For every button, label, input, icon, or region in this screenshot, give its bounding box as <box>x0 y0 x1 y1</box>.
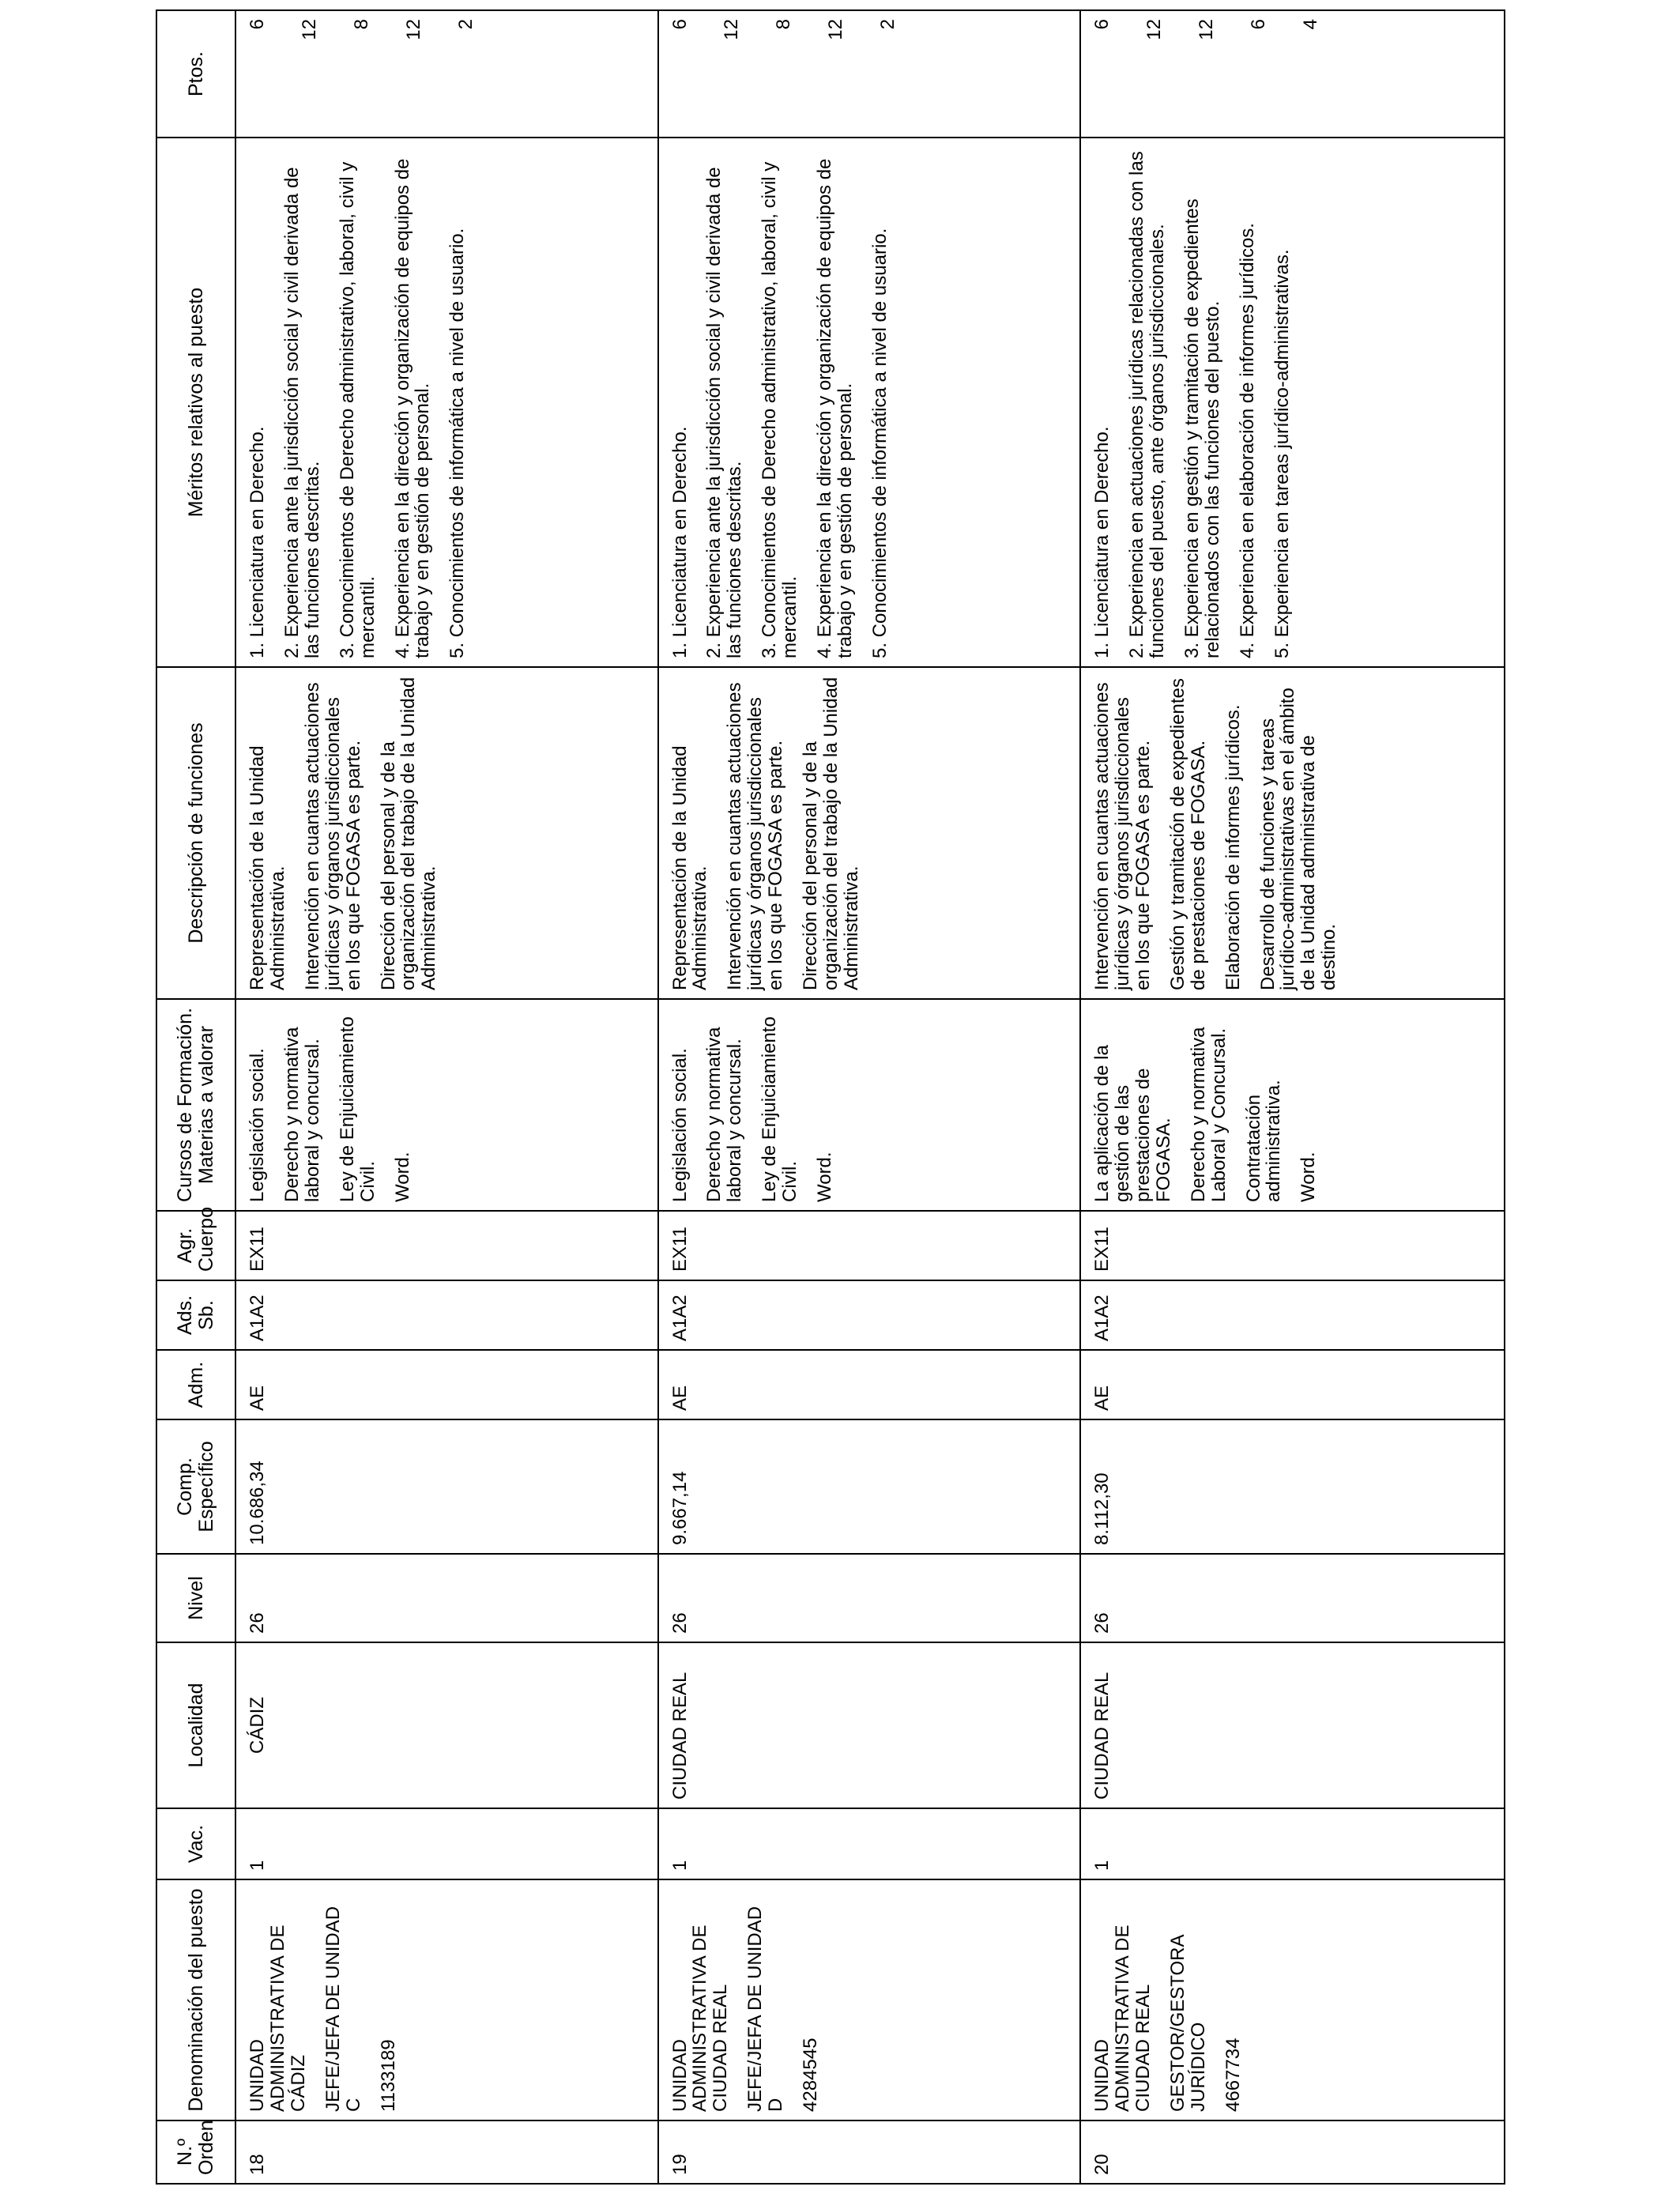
comp-cell: 9.667,14 <box>658 1419 1081 1554</box>
merito-item: 2. Experiencia ante la jurisdicción social y civil derivada de las funciones descritas. <box>281 167 323 658</box>
table-row <box>1080 10 1505 2184</box>
funciones-cell <box>658 667 1081 999</box>
denominacion-line: GESTOR/GESTORA JURÍDICO <box>1166 1935 1209 2112</box>
denominacion-line: UNIDAD ADMINISTRATIVA DE CÁDIZ <box>247 1924 309 2112</box>
pto-value: 2 <box>877 19 899 30</box>
funcion-item: Gestión y tramitación de expedientes de prestaciones de FOGASA. <box>1166 678 1209 990</box>
meritos-cell <box>658 138 1081 667</box>
cursos-cell <box>658 999 1081 1211</box>
pto-value: 12 <box>1195 19 1217 40</box>
rotated-table-container <box>156 11 1505 2185</box>
nivel-cell: 26 <box>658 1554 1081 1642</box>
funcion-item: Intervención en cuantas actuaciones jurídicas y órganos jurisdiccionales en los que FOGASA es parte. <box>301 682 364 990</box>
merito-item: 1. Licenciatura en Derecho. <box>1091 426 1113 658</box>
header-agr: Agr. Cuerpo <box>156 1211 235 1280</box>
denominacion-cell <box>658 1879 1081 2120</box>
pto-value: 6 <box>247 19 268 30</box>
pto-value: 6 <box>669 19 691 30</box>
table-row <box>235 10 658 2184</box>
comp-cell: 8.112,30 <box>1080 1419 1505 1554</box>
header-orden: N.º Orden <box>156 2120 235 2184</box>
header-ads: Ads. Sb. <box>156 1280 235 1350</box>
pto-value: 6 <box>1091 19 1113 30</box>
cursos-cell <box>235 999 658 1211</box>
agr-cell: EX11 <box>235 1211 658 1280</box>
denominacion-line: 4284545 <box>800 2038 822 2112</box>
pto-value: 12 <box>721 19 743 40</box>
merito-item: 4. Experiencia en elaboración de informes jurídicos. <box>1236 223 1258 658</box>
ptos-cell <box>235 10 658 138</box>
merito-item: 5. Experiencia en tareas jurídico-administrativas. <box>1271 249 1293 658</box>
orden-cell: 19 <box>658 2120 1081 2184</box>
pto-value: 12 <box>402 19 424 40</box>
merito-item: 1. Licenciatura en Derecho. <box>669 426 691 658</box>
funciones-cell <box>1080 667 1505 999</box>
localidad-cell: CIUDAD REAL <box>658 1642 1081 1808</box>
funcion-item: Dirección del personal y de la organización del trabajo de la Unidad Administrativa. <box>800 677 862 990</box>
agr-cell: EX11 <box>658 1211 1081 1280</box>
adm-cell: AE <box>658 1350 1081 1419</box>
funcion-item: Elaboración de informes jurídicos. <box>1222 704 1244 990</box>
denominacion-line: JEFE/JEFA DE UNIDAD D <box>744 1906 787 2112</box>
curso-item: Ley de Enjuiciamiento Civil. <box>336 1016 379 1202</box>
header-vac: Vac. <box>156 1808 235 1879</box>
pto-value: 8 <box>350 19 372 30</box>
curso-item: Legislación social. <box>669 1048 691 1202</box>
denominacion-cell <box>1080 1879 1505 2120</box>
nivel-cell: 26 <box>235 1554 658 1642</box>
pto-value: 12 <box>1143 19 1166 40</box>
denominacion-line: UNIDAD ADMINISTRATIVA DE CIUDAD REAL <box>669 1924 732 2112</box>
vac-cell: 1 <box>235 1808 658 1879</box>
denominacion-line: JEFE/JEFA DE UNIDAD C <box>322 1906 364 2112</box>
meritos-cell <box>235 138 658 667</box>
ptos-cell <box>658 10 1081 138</box>
localidad-cell: CÁDIZ <box>235 1642 658 1808</box>
header-meritos: Méritos relativos al puesto <box>156 138 235 667</box>
curso-item: Word. <box>814 1152 836 1202</box>
vac-cell: 1 <box>1080 1808 1505 1879</box>
pto-value: 4 <box>1299 19 1321 30</box>
pto-value: 6 <box>1247 19 1269 30</box>
merito-item: 3. Experiencia en gestión y tramitación de expedientes relacionados con las funciones del puesto. <box>1181 198 1223 658</box>
header-row <box>156 10 235 2184</box>
meritos-cell <box>1080 138 1505 667</box>
pto-value: 2 <box>454 19 477 30</box>
curso-item: Contratación administrativa. <box>1242 1080 1285 1202</box>
merito-item: 4. Experiencia en la dirección y organización de equipos de trabajo y en gestión de personal. <box>814 158 856 658</box>
header-cursos: Cursos de Formación. Materias a valorar <box>156 999 235 1211</box>
adm-cell: AE <box>1080 1350 1505 1419</box>
merito-item: 2. Experiencia en actuaciones jurídicas relacionadas con las funciones del puesto, ante órganos jurisdiccionales. <box>1126 151 1168 658</box>
header-denominacion: Denominación del puesto <box>156 1879 235 2120</box>
funciones-cell <box>235 667 658 999</box>
header-comp: Comp. Específico <box>156 1419 235 1554</box>
curso-item: Word. <box>391 1152 413 1202</box>
curso-item: La aplicación de la gestión de las prestaciones de FOGASA. <box>1091 1045 1174 1202</box>
header-localidad: Localidad <box>156 1642 235 1808</box>
pto-value: 8 <box>773 19 795 30</box>
funcion-item: Representación de la Unidad Administrativa. <box>669 745 711 990</box>
merito-item: 3. Conocimientos de Derecho administrativo, laboral, civil y mercantil. <box>336 161 379 658</box>
merito-item: 2. Experiencia ante la jurisdicción social y civil derivada de las funciones descritas. <box>703 167 746 658</box>
adm-cell: AE <box>235 1350 658 1419</box>
vac-cell: 1 <box>658 1808 1081 1879</box>
merito-item: 5. Conocimientos de informática a nivel de usuario. <box>446 228 469 658</box>
cursos-cell <box>1080 999 1505 1211</box>
orden-cell: 18 <box>235 2120 658 2184</box>
header-funciones: Descripción de funciones <box>156 667 235 999</box>
curso-item: Word. <box>1298 1152 1320 1202</box>
denominacion-line: UNIDAD ADMINISTRATIVA DE CIUDAD REAL <box>1091 1924 1154 2112</box>
header-ptos: Ptos. <box>156 10 235 138</box>
curso-item: Derecho y normativa Laboral y Concursal. <box>1187 1027 1230 1202</box>
header-nivel: Nivel <box>156 1554 235 1642</box>
ads-cell: A1A2 <box>658 1280 1081 1350</box>
funcion-item: Intervención en cuantas actuaciones jurídicas y órganos jurisdiccionales en los que FOGASA es parte. <box>724 682 787 990</box>
table-body <box>235 10 1505 2184</box>
merito-item: 3. Conocimientos de Derecho administrativo, laboral, civil y mercantil. <box>759 161 801 658</box>
funcion-item: Dirección del personal y de la organización del trabajo de la Unidad Administrativa. <box>377 677 440 990</box>
ads-cell: A1A2 <box>235 1280 658 1350</box>
ads-cell: A1A2 <box>1080 1280 1505 1350</box>
puestos-table <box>156 9 1505 2185</box>
ptos-cell <box>1080 10 1505 138</box>
merito-item: 1. Licenciatura en Derecho. <box>247 426 268 658</box>
denominacion-line: 1133189 <box>377 2039 399 2112</box>
curso-item: Legislación social. <box>247 1048 268 1202</box>
localidad-cell: CIUDAD REAL <box>1080 1642 1505 1808</box>
pto-value: 12 <box>825 19 847 40</box>
curso-item: Ley de Enjuiciamiento Civil. <box>759 1016 801 1202</box>
agr-cell: EX11 <box>1080 1211 1505 1280</box>
nivel-cell: 26 <box>1080 1554 1505 1642</box>
header-adm: Adm. <box>156 1350 235 1419</box>
merito-item: 5. Conocimientos de informática a nivel de usuario. <box>868 228 891 658</box>
denominacion-cell <box>235 1879 658 2120</box>
merito-item: 4. Experiencia en la dirección y organización de equipos de trabajo y en gestión de personal. <box>391 158 434 658</box>
funcion-item: Desarrollo de funciones y tareas jurídico-administrativas en el ámbito de la Unidad administrativa de destino. <box>1256 688 1340 990</box>
curso-item: Derecho y normativa laboral y concursal. <box>281 1027 323 1202</box>
comp-cell: 10.686,34 <box>235 1419 658 1554</box>
table-row <box>658 10 1081 2184</box>
denominacion-line: 4667734 <box>1222 2038 1244 2112</box>
funcion-item: Representación de la Unidad Administrativa. <box>247 745 288 990</box>
pto-value: 12 <box>298 19 320 40</box>
funcion-item: Intervención en cuantas actuaciones jurídicas y órganos jurisdiccionales en los que FOGASA es parte. <box>1091 682 1154 990</box>
curso-item: Derecho y normativa laboral y concursal. <box>703 1027 746 1202</box>
orden-cell: 20 <box>1080 2120 1505 2184</box>
